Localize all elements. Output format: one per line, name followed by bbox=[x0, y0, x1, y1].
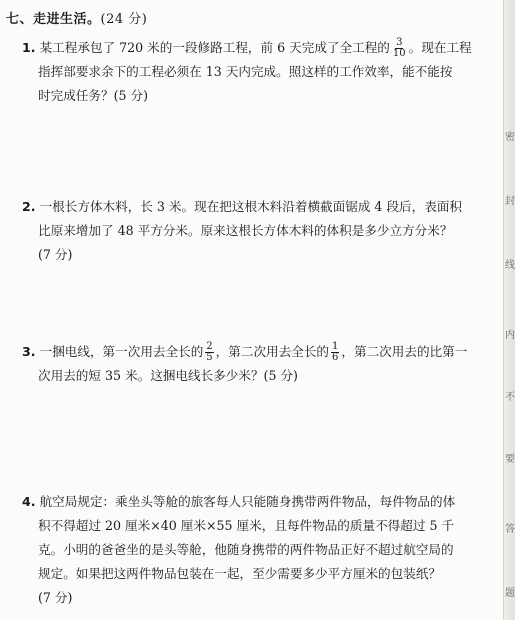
fraction: $\frac{2}{5}$ bbox=[206, 341, 213, 363]
question-3 bbox=[22, 340, 494, 388]
question-number: 3. bbox=[22, 344, 36, 359]
margin-mark: 密 bbox=[505, 132, 515, 143]
question-text: ，第二次用去全长的 bbox=[215, 344, 329, 359]
question-text: 时完成任务？(5 分) bbox=[38, 88, 148, 103]
question-2 bbox=[22, 195, 494, 267]
fraction: $\frac{3}{10}$ bbox=[392, 37, 406, 59]
question-text: 积不得超过 20 厘米×40 厘米×55 厘米，且每件物品的质量不得超过 5 千 bbox=[38, 518, 455, 533]
question-number: 4. bbox=[22, 494, 36, 509]
section-heading bbox=[6, 8, 147, 27]
section-points: (24 分) bbox=[100, 12, 148, 27]
margin-mark: 答 bbox=[505, 524, 515, 535]
margin-mark: 要 bbox=[505, 454, 515, 465]
question-text: 克。小明的爸爸坐的是头等舱，他随身携带的两件物品正好不超过航空局的 bbox=[38, 542, 454, 557]
question-text: (7 分) bbox=[38, 590, 73, 605]
binding-margin bbox=[503, 0, 515, 620]
question-text: 次用去的短 35 米。这捆电线长多少米？(5 分) bbox=[38, 368, 298, 383]
question-text: 指挥部要求余下的工程必须在 13 天内完成。照这样的工作效率，能不能按 bbox=[38, 64, 453, 79]
question-text: 比原来增加了 48 平方分米。原来这根长方体木料的体积是多少立方分米？ bbox=[38, 223, 453, 238]
margin-mark: 封 bbox=[505, 196, 515, 207]
margin-mark: 内 bbox=[505, 330, 515, 341]
question-number: 2. bbox=[22, 199, 36, 214]
margin-mark: 线 bbox=[505, 260, 515, 271]
question-text: 航空局规定：乘坐头等舱的旅客每人只能随身携带两件物品，每件物品的体 bbox=[39, 494, 456, 509]
question-number: 1. bbox=[22, 40, 36, 55]
fraction: $\frac{1}{6}$ bbox=[332, 341, 339, 363]
margin-mark: 不 bbox=[505, 392, 515, 403]
question-text: 一根长方体木料，长 3 米。现在把这根木料沿着横截面锯成 4 段后，表面积 bbox=[39, 199, 463, 214]
question-text: 某工程承包了 720 米的一段修路工程，前 6 天完成了全工程的 bbox=[39, 40, 390, 55]
question-text: (7 分) bbox=[38, 247, 73, 262]
question-text: 。现在工程 bbox=[408, 40, 472, 55]
margin-mark: 题 bbox=[505, 588, 515, 599]
question-4 bbox=[22, 490, 494, 610]
question-text: 规定。如果把这两件物品包装在一起，至少需要多少平方厘米的包装纸？ bbox=[38, 566, 441, 581]
section-title: 七、走进生活。 bbox=[6, 12, 101, 27]
question-text: 一捆电线，第一次用去全长的 bbox=[39, 344, 204, 359]
question-1 bbox=[22, 36, 494, 108]
question-text: ，第二次用去的比第一 bbox=[341, 344, 468, 359]
